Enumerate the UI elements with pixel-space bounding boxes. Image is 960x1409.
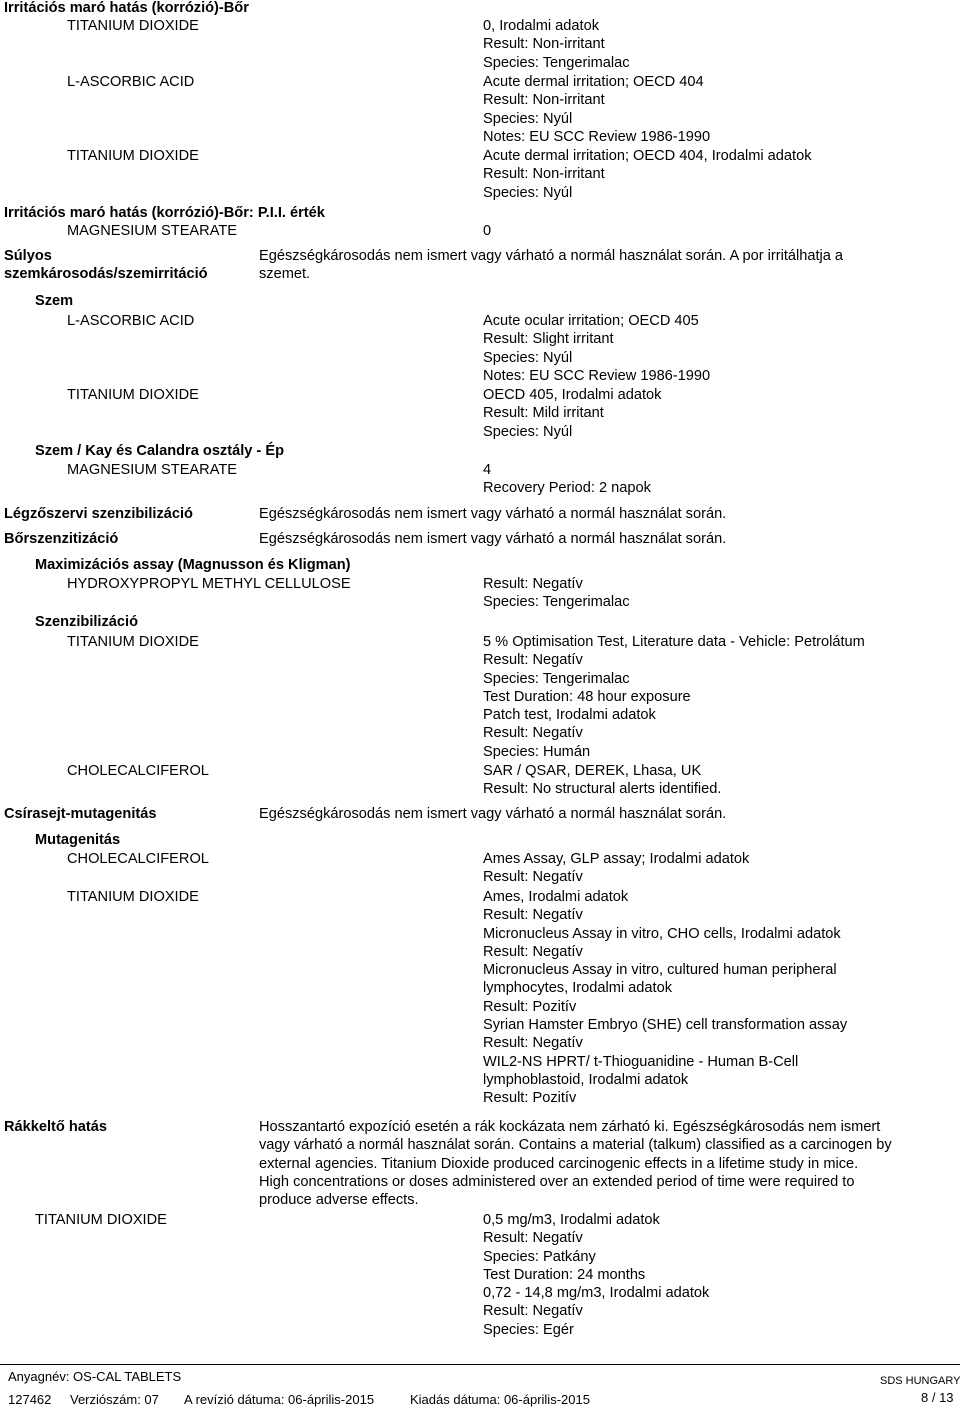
result-line: 0,5 mg/m3, Irodalmi adatok bbox=[483, 1212, 660, 1228]
result-line: OECD 405, Irodalmi adatok bbox=[483, 387, 662, 403]
result-line: Result: Negatív bbox=[483, 576, 583, 592]
result-line: Notes: EU SCC Review 1986-1990 bbox=[483, 128, 711, 145]
result-line: Species: Egér bbox=[483, 1321, 574, 1338]
result-line: Result: No structural alerts identified. bbox=[483, 781, 722, 798]
resp-sens-text: Egészségkárosodás nem ismert vagy várható a normál használat során. bbox=[259, 506, 727, 522]
skin-sens-label: Bőrszenzitizáció bbox=[4, 531, 119, 547]
carc-text bbox=[259, 1118, 892, 1209]
result-block bbox=[483, 17, 630, 72]
result-line: 0,72 - 14,8 mg/m3, Irodalmi adatok bbox=[483, 1285, 710, 1302]
result-line: Acute dermal irritation; OECD 404 bbox=[483, 74, 704, 90]
result-line: Test Duration: 24 months bbox=[483, 1266, 646, 1283]
footer-product-name: Anyagnév: OS-CAL TABLETS bbox=[8, 1369, 182, 1384]
result-line: Result: Negatív bbox=[483, 1303, 583, 1320]
result-block bbox=[483, 888, 847, 1108]
result-line: Result: Negatív bbox=[483, 652, 583, 669]
result-line: Result: Non-irritant bbox=[483, 92, 605, 109]
result-line: Species: Tengerimalac bbox=[483, 670, 630, 687]
result-block bbox=[483, 762, 721, 799]
result-line: Result: Negatív bbox=[483, 1230, 583, 1247]
result-line: Acute dermal irritation; OECD 404, Irodalmi adatok bbox=[483, 148, 812, 164]
eye-damage-text: Egészségkárosodás nem ismert vagy várható a normál használat során. A por irritálhatja a bbox=[259, 248, 844, 264]
carc-text-line: High concentrations or doses administered over an extended period of time were required to bbox=[259, 1173, 855, 1190]
carc-text-line: vagy várható a normál használat során. Contains a material (talkum) classified as a carcinogen by bbox=[259, 1137, 892, 1154]
footer-version: Verziószám: 07 bbox=[70, 1392, 159, 1407]
substance-name: MAGNESIUM STEARATE bbox=[67, 223, 238, 239]
result-line: Result: Negatív bbox=[483, 725, 583, 742]
result-line: 0 bbox=[483, 223, 492, 239]
skin-irritation-pii-title: Irritációs maró hatás (korrózió)-Bőr: P.I.I. érték bbox=[4, 205, 325, 221]
result-block bbox=[483, 633, 865, 761]
substance-name: TITANIUM DIOXIDE bbox=[67, 634, 199, 650]
result-line: Species: Nyúl bbox=[483, 349, 573, 366]
skin-sens-text: Egészségkárosodás nem ismert vagy várható a normál használat során. bbox=[259, 531, 727, 547]
eye-damage-text: szemet. bbox=[259, 266, 311, 282]
result-line: Result: Mild irritant bbox=[483, 405, 604, 422]
substance-name: CHOLECALCIFEROL bbox=[67, 851, 209, 867]
result-line: Result: Slight irritant bbox=[483, 331, 614, 348]
result-line: Species: Humán bbox=[483, 743, 591, 760]
footer-page-number: 8 / 13 bbox=[921, 1390, 954, 1405]
result-line: SAR / QSAR, DEREK, Lhasa, UK bbox=[483, 763, 702, 779]
result-line: Micronucleus Assay in vitro, CHO cells, Irodalmi adatok bbox=[483, 925, 841, 942]
substance-name: L-ASCORBIC ACID bbox=[67, 74, 195, 90]
carc-text-line: external agencies. Titanium Dioxide produced carcinogenic effects in a lifetime study in mice. bbox=[259, 1155, 859, 1172]
result-line: Result: Negatív bbox=[483, 943, 583, 960]
result-line: Result: Negatív bbox=[483, 1035, 583, 1052]
substance-name: L-ASCORBIC ACID bbox=[67, 313, 195, 329]
resp-sens-label: Légzőszervi szenzibilizáció bbox=[4, 506, 193, 522]
result-block bbox=[483, 147, 812, 202]
result-block bbox=[483, 1211, 709, 1339]
skin-irritation-title: Irritációs maró hatás (korrózió)-Bőr bbox=[4, 0, 249, 16]
result-line: Species: Patkány bbox=[483, 1248, 596, 1265]
germ-text: Egészségkárosodás nem ismert vagy várható a normál használat során. bbox=[259, 806, 727, 822]
result-block bbox=[483, 222, 491, 240]
result-line: Micronucleus Assay in vitro, cultured human peripheral bbox=[483, 962, 837, 979]
result-line: Recovery Period: 2 napok bbox=[483, 480, 651, 497]
result-line: Result: Non-irritant bbox=[483, 166, 605, 183]
result-line: 0, Irodalmi adatok bbox=[483, 18, 600, 34]
result-line: Result: Pozitív bbox=[483, 998, 577, 1015]
result-block bbox=[483, 850, 749, 887]
carc-text-line: Hosszantartó expozíció esetén a rák kockázata nem zárható ki. Egészségkárosodás nem ismert bbox=[259, 1119, 881, 1135]
result-line: Result: Non-irritant bbox=[483, 36, 605, 53]
result-line: lymphocytes, Irodalmi adatok bbox=[483, 980, 672, 997]
result-line: lymphoblastoid, Irodalmi adatok bbox=[483, 1071, 689, 1088]
result-line: Species: Nyúl bbox=[483, 184, 573, 201]
result-line: Patch test, Irodalmi adatok bbox=[483, 707, 656, 724]
footer-divider bbox=[0, 1364, 960, 1365]
result-line: Result: Pozitív bbox=[483, 1090, 577, 1107]
sens-title: Szenzibilizáció bbox=[35, 614, 138, 630]
substance-name: TITANIUM DIOXIDE bbox=[67, 148, 199, 164]
result-line: Species: Tengerimalac bbox=[483, 594, 630, 611]
mut-title: Mutagenitás bbox=[35, 832, 121, 848]
result-line: Result: Negatív bbox=[483, 907, 583, 924]
footer-region: SDS HUNGARY bbox=[880, 1375, 960, 1387]
result-line: Acute ocular irritation; OECD 405 bbox=[483, 313, 699, 329]
substance-name: TITANIUM DIOXIDE bbox=[67, 18, 199, 34]
substance-name: TITANIUM DIOXIDE bbox=[67, 889, 199, 905]
result-line: Syrian Hamster Embryo (SHE) cell transformation assay bbox=[483, 1017, 848, 1034]
result-line: Notes: EU SCC Review 1986-1990 bbox=[483, 367, 711, 384]
result-line: Test Duration: 48 hour exposure bbox=[483, 688, 691, 705]
result-line: 4 bbox=[483, 462, 492, 478]
substance-name: HYDROXYPROPYL METHYL CELLULOSE bbox=[67, 576, 351, 592]
substance-name: CHOLECALCIFEROL bbox=[67, 763, 209, 779]
result-block bbox=[483, 73, 710, 146]
result-line: Species: Tengerimalac bbox=[483, 54, 630, 71]
result-line: Species: Nyúl bbox=[483, 423, 573, 440]
eye-kay-title: Szem / Kay és Calandra osztály - Ép bbox=[35, 443, 284, 459]
germ-label: Csírasejt-mutagenitás bbox=[4, 806, 157, 822]
result-line: 5 % Optimisation Test, Literature data - Vehicle: Petrolátum bbox=[483, 634, 865, 650]
eye-damage-label: szemkárosodás/szemirritáció bbox=[4, 266, 208, 282]
max-assay-title: Maximizációs assay (Magnusson és Kligman) bbox=[35, 557, 351, 573]
result-line: Species: Nyúl bbox=[483, 110, 573, 127]
footer-issue-date: Kiadás dátuma: 06-április-2015 bbox=[410, 1392, 590, 1407]
footer-revision-date: A revízió dátuma: 06-április-2015 bbox=[184, 1392, 375, 1407]
substance-name: TITANIUM DIOXIDE bbox=[67, 387, 199, 403]
footer-doc-number: 127462 bbox=[8, 1392, 52, 1407]
result-block bbox=[483, 386, 661, 441]
result-block bbox=[483, 461, 651, 498]
result-line: Ames Assay, GLP assay; Irodalmi adatok bbox=[483, 851, 750, 867]
result-line: WIL2-NS HPRT/ t-Thioguanidine - Human B-Cell bbox=[483, 1053, 799, 1070]
result-line: Result: Negatív bbox=[483, 869, 583, 886]
result-block bbox=[483, 312, 710, 385]
carc-text-line: produce adverse effects. bbox=[259, 1192, 419, 1209]
result-line: Ames, Irodalmi adatok bbox=[483, 889, 629, 905]
substance-name: MAGNESIUM STEARATE bbox=[67, 462, 238, 478]
eye-title: Szem bbox=[35, 293, 74, 309]
result-block bbox=[483, 575, 630, 612]
eye-damage-label: Súlyos bbox=[4, 248, 52, 264]
substance-name: TITANIUM DIOXIDE bbox=[35, 1212, 167, 1228]
carc-label: Rákkeltő hatás bbox=[4, 1119, 108, 1135]
